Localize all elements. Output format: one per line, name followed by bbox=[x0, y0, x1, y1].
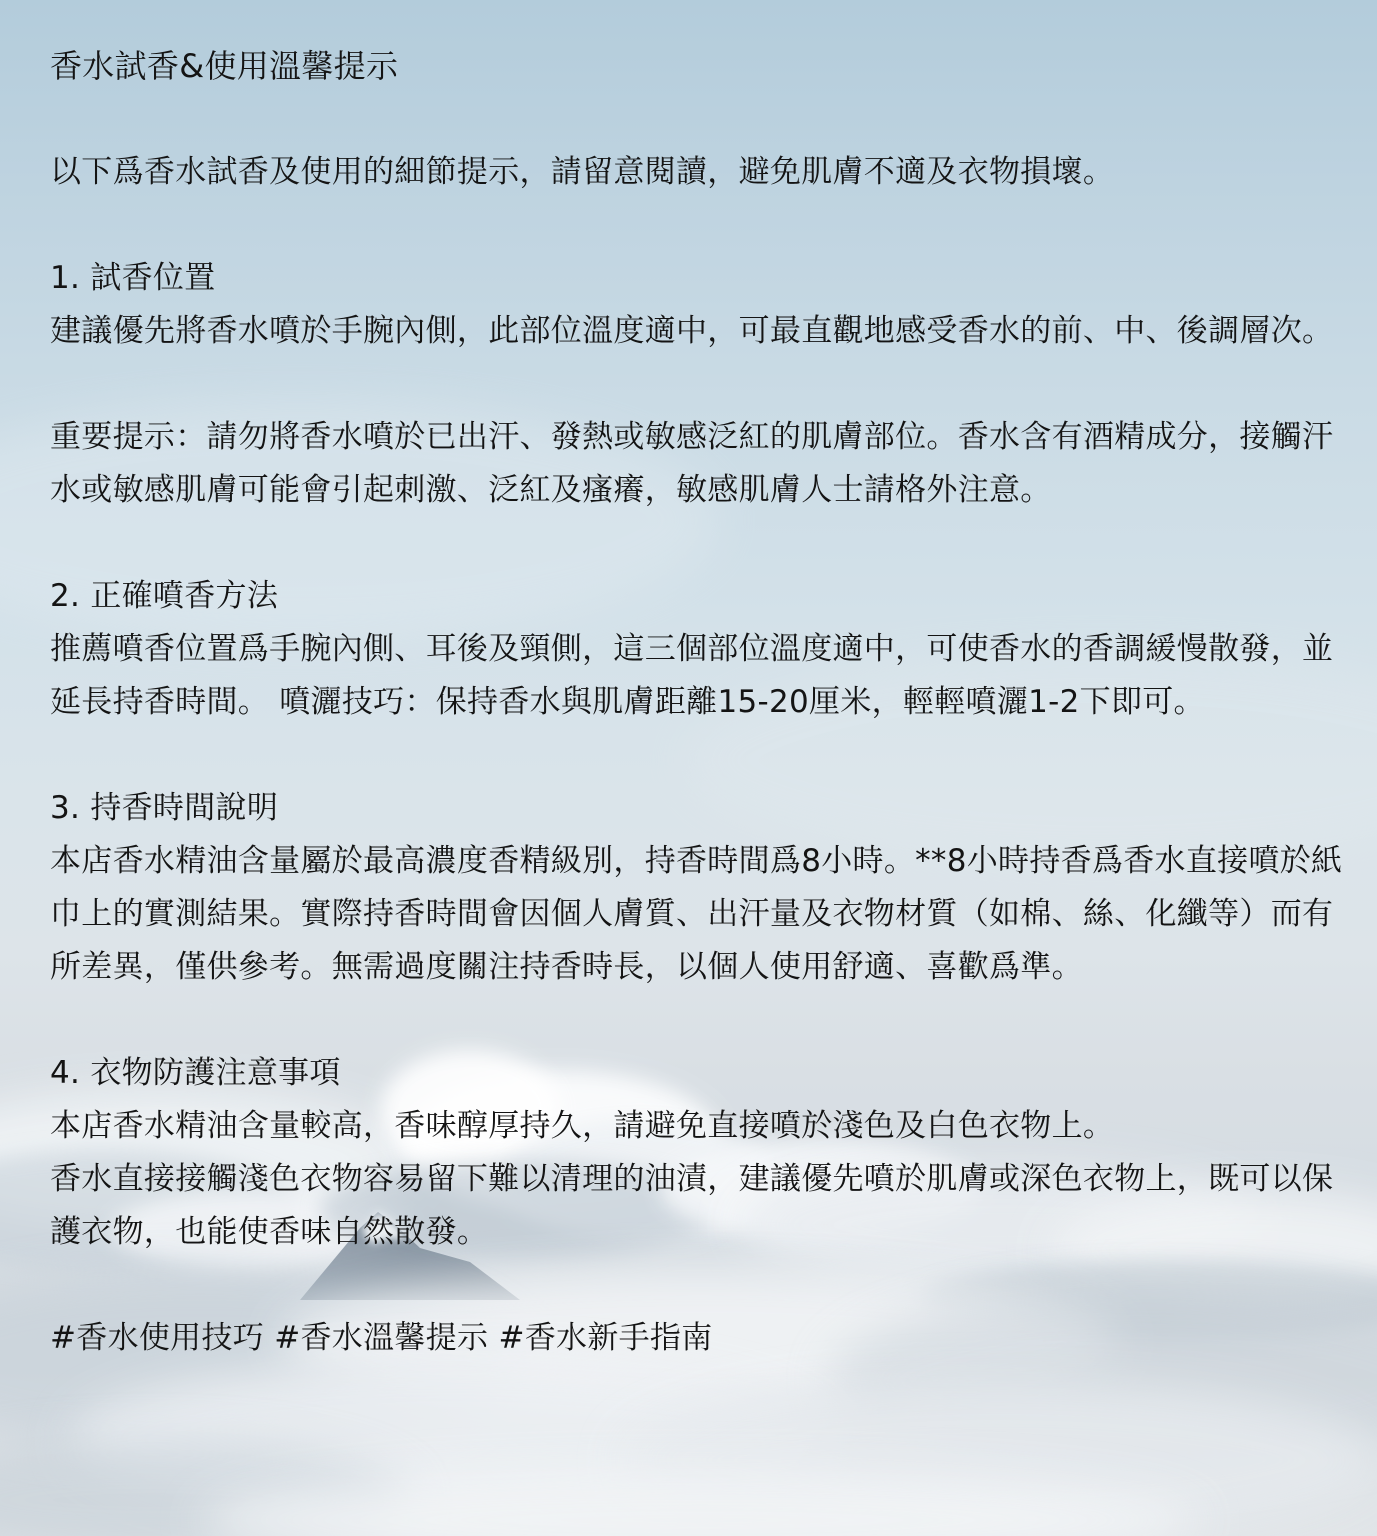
spacer bbox=[50, 729, 1350, 782]
spacer bbox=[50, 1259, 1350, 1312]
section-4-paragraph-2: 香水直接接觸淺色衣物容易留下難以清理的油漬，建議優先噴於肌膚或深色衣物上，既可以保護衣物，也能使香味自然散發。 bbox=[50, 1161, 1334, 1250]
section-1-important-notice: 重要提示：請勿將香水噴於已出汗、發熱或敏感泛紅的肌膚部位。香水含有酒精成分，接觸汗水或敏感肌膚可能會引起刺激、泛紅及瘙癢，敏感肌膚人士請格外注意。 bbox=[50, 419, 1334, 508]
section-heading-4: 4. 衣物防護注意事項 bbox=[50, 1055, 341, 1091]
section-heading-2: 2. 正確噴香方法 bbox=[50, 578, 279, 614]
hashtags: #香水使用技巧 #香水溫馨提示 #香水新手指南 bbox=[50, 1320, 713, 1356]
spacer bbox=[50, 93, 1350, 146]
intro-paragraph: 以下爲香水試香及使用的細節提示，請留意閱讀，避免肌膚不適及衣物損壞。 bbox=[50, 154, 1115, 190]
spacer bbox=[50, 358, 1350, 411]
section-heading-3: 3. 持香時間說明 bbox=[50, 790, 279, 826]
article-title: 香水試香&使用溫馨提示 bbox=[50, 47, 399, 85]
section-4-paragraph-1: 本店香水精油含量較高，香味醇厚持久，請避免直接噴於淺色及白色衣物上。 bbox=[50, 1108, 1115, 1144]
section-3-paragraph-1: 本店香水精油含量屬於最高濃度香精級別，持香時間爲8小時。**8小時持香爲香水直接噴於紙巾上的實測結果。實際持香時間會因個人膚質、出汗量及衣物材質（如棉、絲、化纖等）而有所差異，僅供參考。無需過度關注持香時長，以個人使用舒適、喜歡爲準。 bbox=[50, 843, 1343, 985]
spacer bbox=[50, 199, 1350, 252]
section-1-paragraph-1: 建議優先將香水噴於手腕內側，此部位溫度適中，可最直觀地感受香水的前、中、後調層次。 bbox=[50, 313, 1334, 349]
section-2-paragraph-1: 推薦噴香位置爲手腕內側、耳後及頸側，這三個部位溫度適中，可使香水的香調緩慢散發，並延長持香時間。 噴灑技巧：保持香水與肌膚距離15-20厘米，輕輕噴灑1-2下即可。 bbox=[50, 631, 1334, 720]
tips-article bbox=[50, 40, 1350, 1365]
section-heading-1: 1. 試香位置 bbox=[50, 260, 216, 296]
spacer bbox=[50, 517, 1350, 570]
spacer bbox=[50, 994, 1350, 1047]
